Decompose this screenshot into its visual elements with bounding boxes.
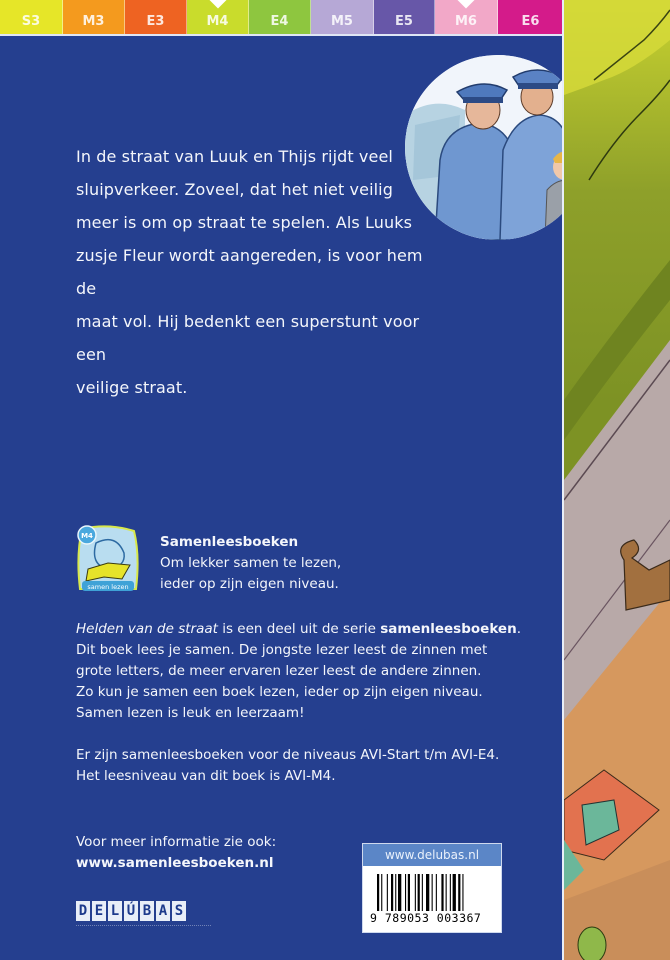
level-label: M4 — [206, 14, 229, 29]
avi-level-bar — [0, 0, 563, 36]
isbn-barcode-box — [362, 843, 502, 933]
summary-line: maat vol. Hij bedenkt een superstunt voor een — [76, 312, 420, 364]
current-level-marker-icon — [209, 0, 226, 8]
summary-line: zusje Fleur wordt aangereden, is voor hem de — [76, 246, 423, 298]
publisher-letter: Ú — [124, 901, 138, 921]
summary-line: veilige straat. — [76, 378, 188, 397]
website-link[interactable]: www.samenleesboeken.nl — [76, 855, 274, 871]
more-info-label: Voor meer informatie zie ook: — [76, 834, 277, 850]
series-name: samenleesboeken — [380, 621, 517, 637]
level-e4 — [249, 0, 311, 34]
level-label: E4 — [270, 14, 289, 29]
book-title: Helden van de straat — [76, 621, 218, 637]
level-label: E5 — [395, 14, 413, 29]
level-label: M6 — [455, 14, 477, 29]
isbn-number: 9 789053 003367 — [370, 911, 482, 925]
summary-line: In de straat van Luuk en Thijs rijdt veel — [76, 147, 393, 166]
level-label: E6 — [521, 14, 540, 29]
about-series — [76, 619, 546, 808]
publisher-tagline — [76, 925, 211, 927]
series-line: ieder op zijn eigen niveau. — [160, 576, 339, 592]
publisher-letter: L — [108, 901, 122, 921]
about-paragraph: Helden van de straat is een deel uit de serie samenleesboeken. Dit boek lees je samen. De jongste lezer leest de zinnen met grote letters, de meer ervaren lezer leest de andere zinnen. Zo kun je samen een boek lezen, ieder op zijn eigen niveau. Samen lezen is leuk en leerzaam! — [76, 621, 521, 721]
publisher-letter: D — [76, 901, 90, 921]
series-line: Om lekker samen te lezen, — [160, 555, 342, 571]
level-s3 — [0, 0, 63, 34]
barcode-icon — [377, 874, 489, 916]
level-m6 — [435, 0, 498, 34]
samen-lezen-badge — [76, 525, 140, 593]
level-m4 — [187, 0, 249, 34]
level-label: E3 — [146, 14, 165, 29]
summary-line: sluipverkeer. Zoveel, dat het niet veilig — [76, 180, 393, 199]
publisher-letter: S — [172, 901, 186, 921]
level-label: M3 — [82, 14, 105, 29]
publisher-letter: E — [92, 901, 106, 921]
book-summary — [76, 140, 436, 404]
publisher-site[interactable]: www.delubas.nl — [363, 844, 501, 866]
badge-level: M4 — [81, 532, 93, 540]
publisher-letter: B — [140, 901, 154, 921]
current-level-marker-icon — [458, 0, 475, 8]
summary-line: meer is om op straat te spelen. Als Luuks — [76, 213, 413, 232]
level-e5 — [374, 0, 435, 34]
publisher-logo — [76, 901, 186, 921]
series-title: Samenleesboeken — [160, 534, 299, 550]
series-description — [160, 532, 341, 595]
level-label: M5 — [331, 14, 353, 29]
more-info — [76, 832, 276, 874]
level-m3 — [63, 0, 125, 34]
publisher-letter: A — [156, 901, 170, 921]
level-m5 — [311, 0, 374, 34]
level-e6 — [498, 0, 563, 34]
badge-caption: samen lezen — [87, 583, 129, 591]
level-e3 — [125, 0, 187, 34]
painted-street-illustration — [564, 0, 670, 960]
level-label: S3 — [21, 14, 41, 29]
reading-level-paragraph: Er zijn samenleesboeken voor de niveaus AVI-Start t/m AVI-E4. Het leesniveau van dit boek is AVI-M4. — [76, 747, 500, 784]
